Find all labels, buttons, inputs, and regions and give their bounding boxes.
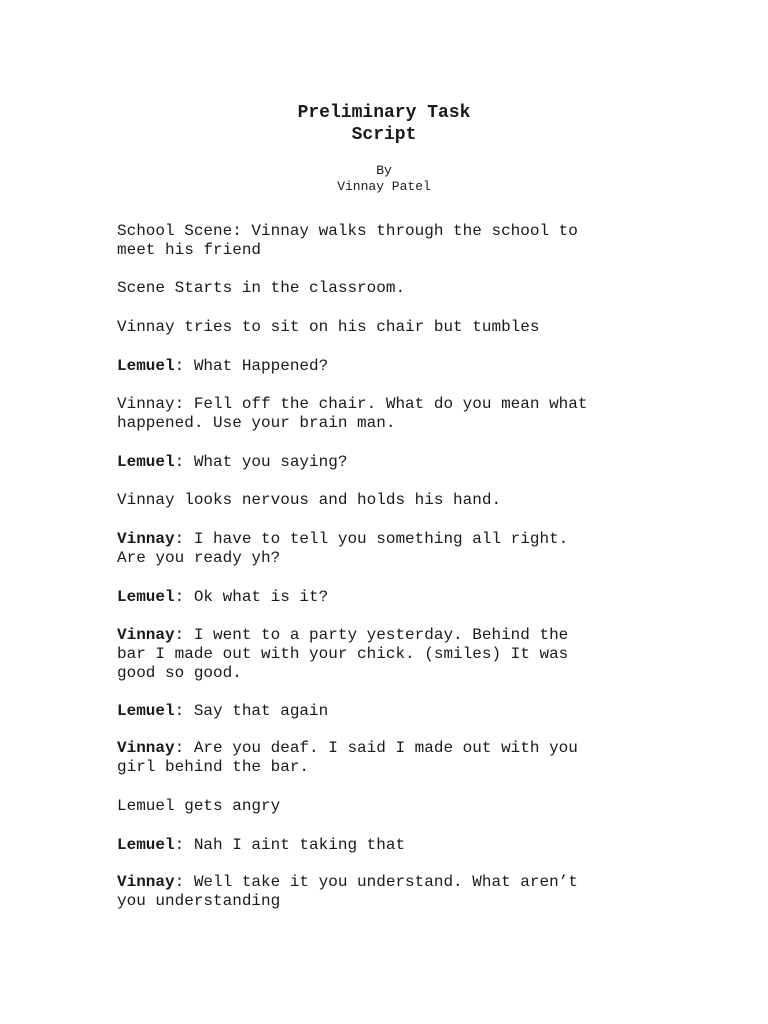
dialogue-text: : What Happened? xyxy=(174,357,329,375)
script-line: happened. Use your brain man. xyxy=(117,414,396,432)
dialogue-line xyxy=(117,453,677,472)
speaker-name: Lemuel xyxy=(117,588,175,606)
script-line: Vinnay: Fell off the chair. What do you mean what xyxy=(117,395,588,413)
dialogue-line xyxy=(117,873,677,892)
byline-by: By xyxy=(376,163,392,178)
speaker-name: Vinnay xyxy=(117,873,175,891)
title-line-1: Preliminary Task xyxy=(297,103,471,123)
script-line: Vinnay tries to sit on his chair but tumbles xyxy=(117,318,540,336)
dialogue-line xyxy=(117,836,677,855)
dialogue-line xyxy=(117,357,677,376)
dialogue-text: : Well take it you understand. What aren’t xyxy=(174,873,578,891)
speaker-name: Vinnay xyxy=(117,530,175,548)
byline xyxy=(0,163,768,194)
speaker-name: Vinnay xyxy=(117,626,175,644)
script-line: Vinnay looks nervous and holds his hand. xyxy=(117,491,502,509)
dialogue-text: : Are you deaf. I said I made out with you xyxy=(174,739,578,757)
dialogue-text: : Nah I aint taking that xyxy=(174,836,406,854)
dialogue-line xyxy=(117,702,677,721)
dialogue-text: : Say that again xyxy=(174,702,329,720)
dialogue-text: : Ok what is it? xyxy=(174,588,329,606)
dialogue-continuation: bar I made out with your chick. (smiles) It was xyxy=(117,645,569,663)
speaker-name: Lemuel xyxy=(117,453,175,471)
dialogue-text: : What you saying? xyxy=(174,453,348,471)
dialogue-line xyxy=(117,530,677,549)
dialogue-continuation: Are you ready yh? xyxy=(117,549,281,567)
speaker-name: Vinnay xyxy=(117,739,175,757)
dialogue-line xyxy=(117,739,677,758)
dialogue-continuation: you understanding xyxy=(117,892,281,910)
speaker-name: Lemuel xyxy=(117,836,175,854)
script-line: meet his friend xyxy=(117,241,262,259)
document-title xyxy=(0,102,768,146)
dialogue-line xyxy=(117,626,677,645)
speaker-name: Lemuel xyxy=(117,702,175,720)
dialogue-line xyxy=(117,588,677,607)
script-line: Lemuel gets angry xyxy=(117,797,281,815)
dialogue-continuation: girl behind the bar. xyxy=(117,758,310,776)
script-line: Scene Starts in the classroom. xyxy=(117,279,406,297)
dialogue-text: : I have to tell you something all right. xyxy=(174,530,569,548)
dialogue-text: : I went to a party yesterday. Behind the xyxy=(174,626,569,644)
dialogue-continuation: good so good. xyxy=(117,664,242,682)
speaker-name: Lemuel xyxy=(117,357,175,375)
byline-author: Vinnay Patel xyxy=(337,178,431,194)
script-line: School Scene: Vinnay walks through the school to xyxy=(117,222,578,240)
title-line-2: Script xyxy=(351,125,417,145)
